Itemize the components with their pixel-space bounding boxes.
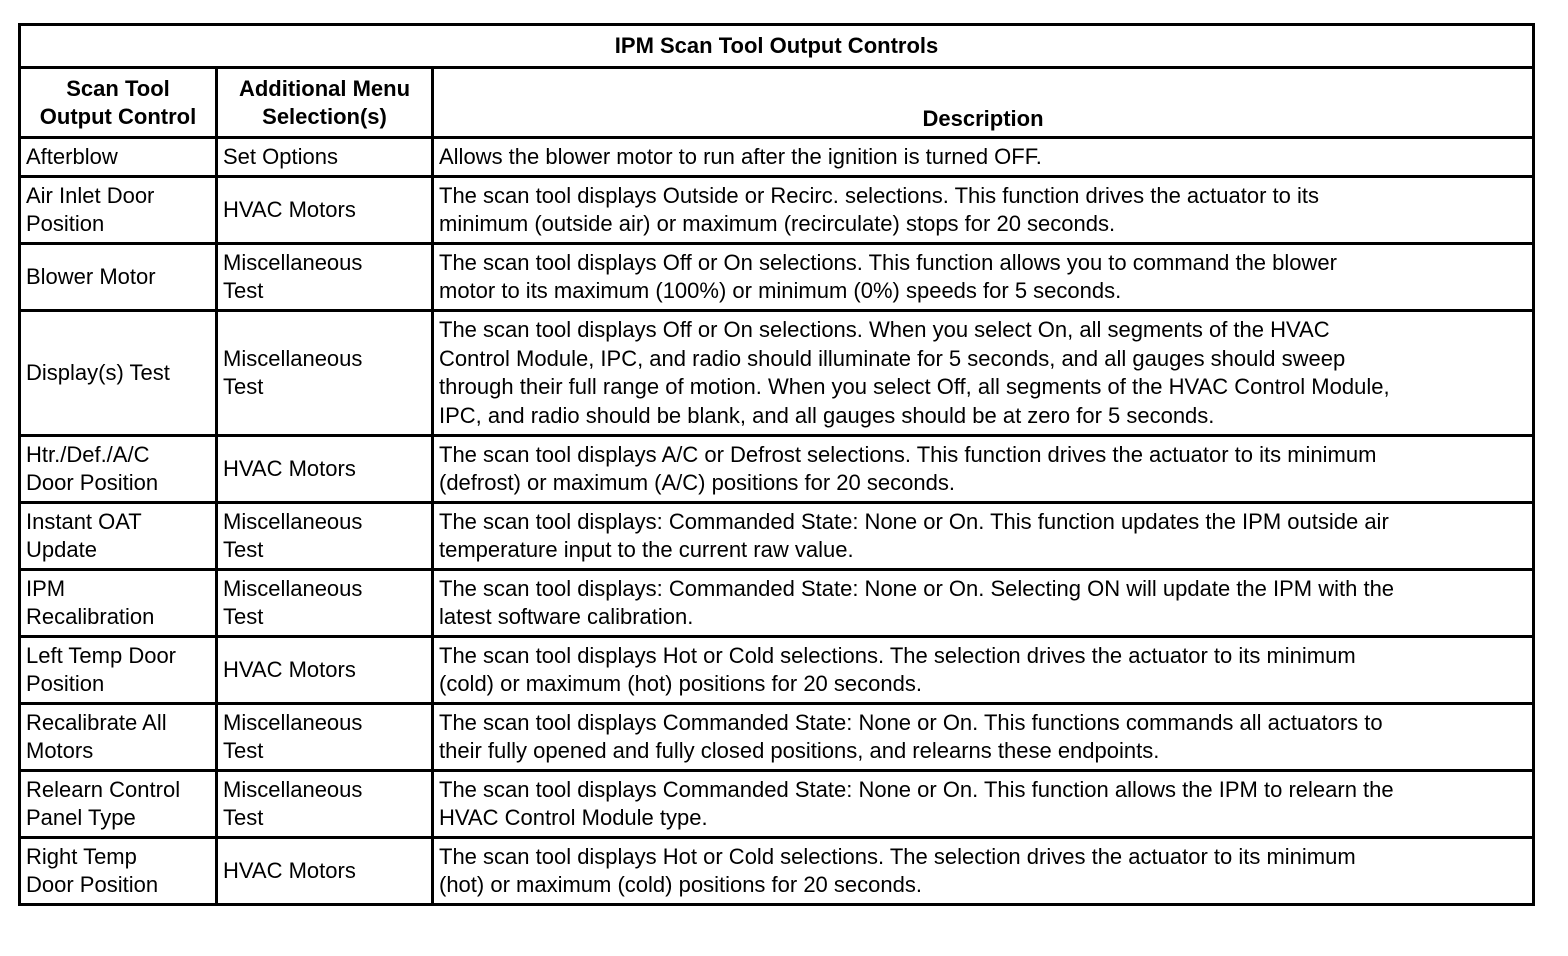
table-row-ipm-recalibration: [20, 570, 1534, 637]
cell-description-line: The scan tool displays Outside or Recirc. selections. This function drives the actuator to its: [439, 182, 1319, 208]
table-row-instant-oat-update: [20, 503, 1534, 570]
cell-description-line: The scan tool displays Hot or Cold selections. The selection drives the actuator to its minimum: [439, 843, 1356, 869]
cell-description-line: (defrost) or maximum (A/C) positions for 20 seconds.: [439, 470, 955, 495]
cell-description: [433, 177, 1534, 244]
cell-menu-selection-line: Test: [223, 278, 264, 303]
cell-output-control: [20, 436, 217, 503]
cell-menu-selection: [217, 771, 433, 838]
header-menu-selection: Additional Menu Selection(s): [217, 68, 433, 138]
cell-description: [433, 436, 1534, 503]
cell-description-line: motor to its maximum (100%) or minimum (0%) speeds for 5 seconds.: [439, 278, 1122, 303]
cell-output-control: [20, 570, 217, 637]
cell-output-control-line: Blower Motor: [26, 263, 156, 289]
table-row-display-s-test: [20, 311, 1534, 436]
cell-menu-selection: [217, 244, 433, 311]
cell-description: [433, 838, 1534, 905]
cell-menu-selection-line: Test: [223, 537, 264, 562]
cell-output-control: [20, 311, 217, 436]
cell-menu-selection-line: Test: [223, 604, 264, 629]
cell-output-control: [20, 771, 217, 838]
cell-output-control-line: Update: [26, 537, 97, 562]
cell-output-control: [20, 838, 217, 905]
cell-menu-selection-line: Test: [223, 805, 264, 830]
cell-output-control-line: IPM: [26, 575, 66, 601]
cell-description-line: The scan tool displays: Commanded State: None or On. Selecting ON will update the IPM with the: [439, 575, 1395, 601]
cell-description: [433, 244, 1534, 311]
cell-menu-selection-line: Miscellaneous: [223, 575, 363, 601]
cell-output-control-line: Afterblow: [26, 143, 118, 169]
cell-description-line: The scan tool displays Off or On selections. When you select On, all segments of the HVAC: [439, 317, 1330, 342]
cell-output-control-line: Motors: [26, 738, 94, 763]
cell-output-control-line: Position: [26, 211, 105, 236]
cell-description: [433, 503, 1534, 570]
cell-output-control: [20, 637, 217, 704]
cell-output-control-line: Left Temp Door: [26, 642, 177, 668]
cell-description-line: IPC, and radio should be blank, and all gauges should be at zero for 5 seconds.: [439, 402, 1215, 428]
cell-output-control-line: Panel Type: [26, 805, 136, 830]
cell-description-line: The scan tool displays Hot or Cold selections. The selection drives the actuator to its minimum: [439, 642, 1356, 668]
table-row-blower-motor: [20, 244, 1534, 311]
cell-description: [433, 771, 1534, 838]
cell-description-line: HVAC Control Module type.: [439, 805, 708, 830]
table-row-recalibrate-all-motors: [20, 704, 1534, 771]
cell-output-control-line: Recalibration: [26, 604, 155, 629]
header-output-control: Scan Tool Output Control: [20, 68, 217, 138]
title-row: [20, 25, 1534, 68]
cell-output-control: [20, 138, 217, 177]
cell-menu-selection-line: HVAC Motors: [223, 196, 356, 222]
cell-output-control: [20, 503, 217, 570]
table-row-air-inlet-door-position: [20, 177, 1534, 244]
cell-output-control-line: Door Position: [26, 872, 159, 897]
cell-description: [433, 570, 1534, 637]
cell-description-line: through their full range of motion. When you select Off, all segments of the HVAC Control Module,: [439, 374, 1390, 399]
cell-menu-selection-line: Miscellaneous: [223, 776, 363, 802]
cell-menu-selection-line: HVAC Motors: [223, 857, 356, 883]
cell-menu-selection: [217, 436, 433, 503]
cell-menu-selection-line: HVAC Motors: [223, 656, 356, 682]
cell-menu-selection: [217, 704, 433, 771]
cell-description-line: The scan tool displays Off or On selections. This function allows you to command the blower: [439, 249, 1337, 275]
cell-menu-selection-line: HVAC Motors: [223, 455, 356, 481]
cell-description-line: (hot) or maximum (cold) positions for 20 seconds.: [439, 872, 922, 897]
cell-output-control-line: Door Position: [26, 470, 159, 495]
cell-menu-selection: [217, 177, 433, 244]
table-row-afterblow: [20, 138, 1534, 177]
cell-output-control-line: Air Inlet Door: [26, 182, 155, 208]
cell-menu-selection: [217, 311, 433, 436]
table-body: [20, 138, 1534, 905]
cell-description-line: latest software calibration.: [439, 604, 694, 629]
table-row-htr-def-a-c-door-position: [20, 436, 1534, 503]
cell-output-control-line: Htr./Def./A/C: [26, 441, 150, 467]
cell-description-line: their fully opened and fully closed positions, and relearns these endpoints.: [439, 738, 1160, 763]
cell-description: [433, 138, 1534, 177]
cell-menu-selection: [217, 570, 433, 637]
cell-output-control-line: Instant OAT: [26, 508, 142, 534]
cell-description: [433, 311, 1534, 436]
header-description: Description: [433, 68, 1534, 138]
cell-description-line: The scan tool displays: Commanded State: None or On. This function updates the IPM outside air: [439, 508, 1389, 534]
cell-output-control-line: Position: [26, 671, 105, 696]
table-title: IPM Scan Tool Output Controls: [20, 25, 1534, 68]
cell-description-line: minimum (outside air) or maximum (recirculate) stops for 20 seconds.: [439, 211, 1116, 236]
table-row-right-temp-door-position: [20, 838, 1534, 905]
cell-output-control-line: Recalibrate All: [26, 709, 167, 735]
cell-output-control-line: Right Temp: [26, 843, 137, 869]
cell-output-control: [20, 177, 217, 244]
cell-description-line: Control Module, IPC, and radio should illuminate for 5 seconds, and all gauges should sweep: [439, 345, 1346, 371]
cell-menu-selection-line: Miscellaneous: [223, 249, 363, 275]
cell-description-line: The scan tool displays A/C or Defrost selections. This function drives the actuator to its minimum: [439, 441, 1377, 467]
cell-menu-selection: [217, 138, 433, 177]
cell-output-control-line: Display(s) Test: [26, 359, 170, 385]
cell-description: [433, 704, 1534, 771]
cell-menu-selection: [217, 637, 433, 704]
cell-menu-selection-line: Set Options: [223, 143, 338, 169]
cell-description-line: Allows the blower motor to run after the ignition is turned OFF.: [439, 143, 1042, 169]
cell-output-control-line: Relearn Control: [26, 776, 181, 802]
cell-menu-selection-line: Miscellaneous: [223, 345, 363, 371]
cell-output-control: [20, 244, 217, 311]
cell-description-line: The scan tool displays Commanded State: None or On. This functions commands all actuators to: [439, 709, 1383, 735]
header-row: [20, 68, 1534, 138]
table-row-relearn-control-panel-type: [20, 771, 1534, 838]
cell-description: [433, 637, 1534, 704]
cell-description-line: temperature input to the current raw value.: [439, 537, 854, 562]
cell-menu-selection-line: Test: [223, 738, 264, 763]
cell-menu-selection-line: Miscellaneous: [223, 709, 363, 735]
cell-menu-selection: [217, 838, 433, 905]
cell-description-line: The scan tool displays Commanded State: None or On. This function allows the IPM to relearn the: [439, 776, 1394, 802]
cell-output-control: [20, 704, 217, 771]
cell-description-line: (cold) or maximum (hot) positions for 20 seconds.: [439, 671, 922, 696]
cell-menu-selection-line: Test: [223, 374, 264, 399]
cell-menu-selection: [217, 503, 433, 570]
cell-menu-selection-line: Miscellaneous: [223, 508, 363, 534]
table-row-left-temp-door-position: [20, 637, 1534, 704]
output-controls-table: [18, 23, 1535, 906]
